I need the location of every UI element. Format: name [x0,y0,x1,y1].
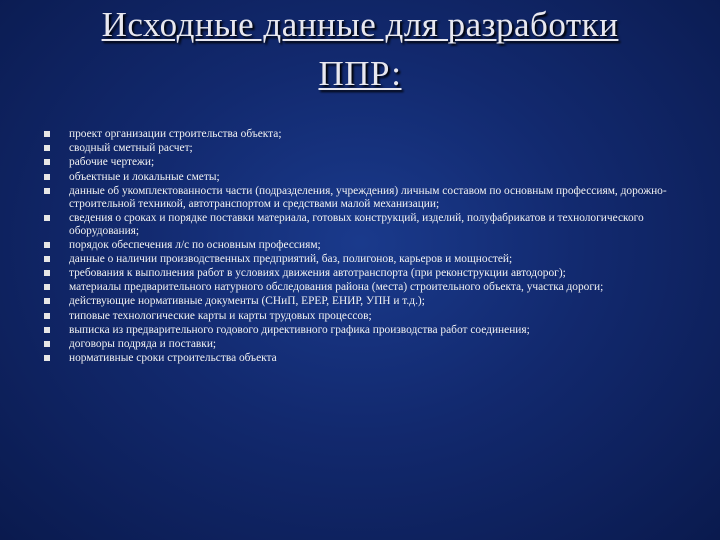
list-item-text: действующие нормативные документы (СНиП, ЕРЕР, ЕНИР, УПН и т.д.); [69,295,425,308]
list-item-text: типовые технологические карты и карты трудовых процессов; [69,309,372,322]
list-item [44,267,674,280]
slide-title-line-2: ППР: [318,54,402,93]
list-item [44,171,674,184]
square-bullet-icon [44,313,50,319]
list-item-text: сведения о сроках и порядке поставки материала, готовых конструкций, изделий, полуфабрикатов и технологического оборудования; [69,211,644,237]
list-item [44,253,674,266]
list-item-text: материалы предварительного натурного обследования района (места) строительного объекта, участка дороги; [69,281,604,294]
list-item-text: сводный сметный расчет; [69,142,193,155]
bullet-list [44,128,674,366]
square-bullet-icon [44,341,50,347]
list-item [44,352,674,365]
list-item [44,128,674,141]
square-bullet-icon [44,131,50,137]
list-item [44,338,674,351]
list-item-text: данные об укомплектованности части (подразделения, учреждения) личным составом по основным профессиям, дорожно-строительной техникой, автотранспортом и средствами малой механизации; [69,184,667,210]
list-item-text: рабочие чертежи; [69,156,155,169]
square-bullet-icon [44,174,50,180]
list-item [44,310,674,323]
list-item-text: объектные и локальные сметы; [69,170,220,183]
square-bullet-icon [44,242,50,248]
list-item-text: требования к выполнения работ в условиях движения автотранспорта (при реконструкции автодорог); [69,267,566,280]
list-item [44,239,674,252]
square-bullet-icon [44,298,50,304]
slide-title-line-1: Исходные данные для разработки [101,5,619,44]
slide-title [40,0,680,98]
square-bullet-icon [44,355,50,361]
list-item-text: выписка из предварительного годового директивного графика производства работ соединения; [69,323,530,336]
square-bullet-icon [44,327,50,333]
list-item-text: договоры подряда и поставки; [69,338,217,351]
list-item-text: данные о наличии производственных предприятий, баз, полигонов, карьеров и мощностей; [69,252,513,265]
square-bullet-icon [44,284,50,290]
square-bullet-icon [44,159,50,165]
square-bullet-icon [44,188,50,194]
list-item [44,281,674,294]
list-item [44,156,674,169]
list-item [44,142,674,155]
list-item [44,324,674,337]
list-item [44,185,674,211]
list-item-text: проект организации строительства объекта; [69,128,282,140]
square-bullet-icon [44,215,50,221]
list-item [44,295,674,308]
list-item [44,212,674,238]
square-bullet-icon [44,270,50,276]
square-bullet-icon [44,145,50,151]
list-item-text: порядок обеспечения л/с по основным профессиям; [69,238,321,251]
square-bullet-icon [44,256,50,262]
list-item-text: нормативные сроки строительства объекта [69,352,277,365]
